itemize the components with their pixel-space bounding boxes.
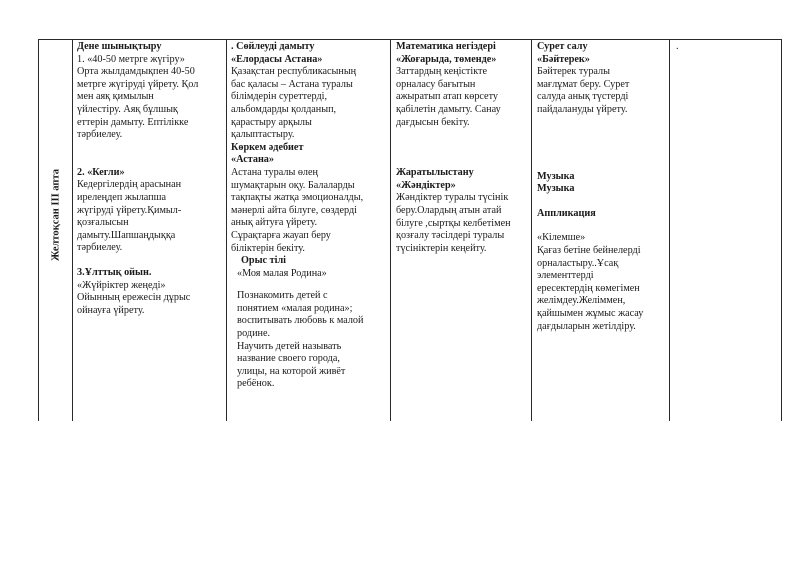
drawing-subtitle: «Бәйтерек» <box>537 53 590 65</box>
pe-line: Кедергілердің арасынан <box>77 179 182 191</box>
table-left-border <box>38 39 39 421</box>
pe-line: қозғалысын <box>77 217 129 229</box>
nature-line: беру.Олардың атын атай <box>396 204 502 216</box>
nature-subtitle: «Жәндіктер» <box>396 179 456 191</box>
math-line: қабілетін дамыту. Санау <box>396 103 501 115</box>
applique-line: ересектердің көмегімен <box>537 282 640 294</box>
pe-line: мен аяқ қимылын <box>77 91 154 103</box>
pe-line: метрге жүгіруді үйрету. Қол <box>77 78 199 90</box>
nature-line: Жәндіктер туралы түсінік <box>396 192 509 204</box>
pe-line: «Жүйріктер жеңеді» <box>77 279 166 291</box>
applique-line: қайшымен жұмыс жасау <box>537 307 644 319</box>
pe-line: Орта жылдамдықпен 40-50 <box>77 66 195 78</box>
table-col-divider-5 <box>669 39 670 421</box>
math-line: ажыратып атап көрсету <box>396 91 498 103</box>
pe-line: 1. «40-50 метрге жүгіру» <box>77 53 185 65</box>
speech-line: білімдерін суреттерді, <box>231 91 328 103</box>
speech-line: альбомдарды қолданып, <box>231 103 337 115</box>
russian-line: название своего города, <box>237 353 340 365</box>
cell-drawing <box>537 41 668 333</box>
literature-line: мәнерлі айта білуге, сөздерді <box>231 204 357 216</box>
applique-title: Аппликация <box>537 207 596 219</box>
math-title: Математика негіздері <box>396 41 496 52</box>
table-col-divider-2 <box>226 39 227 421</box>
applique-subtitle: «Кілемше» <box>537 232 586 244</box>
drawing-line: мағлұмат беру. Сурет <box>537 78 630 90</box>
speech-subtitle: «Елордасы Астана» <box>231 53 323 65</box>
pe-line: дамыту.Шапшаңдыққа <box>77 229 176 241</box>
russian-line: Научить детей называть <box>237 340 342 352</box>
applique-line: элементтерді <box>537 270 594 282</box>
applique-line: дағдыларын жетілдіру. <box>537 320 636 332</box>
pe-line: тәрбиелеу. <box>77 242 123 254</box>
nature-line: түсініктерін кеңейту. <box>396 242 487 254</box>
nature-title: Жаратылыстану <box>396 167 474 179</box>
cell-speech-development <box>231 41 389 391</box>
empty-column-mark: . <box>676 41 679 52</box>
pe-line: тәрбиелеу. <box>77 129 123 141</box>
russian-line: ребёнок. <box>237 378 275 390</box>
drawing-line: салуда анық түстерді <box>537 91 629 103</box>
literature-subtitle: «Астана» <box>231 154 274 166</box>
cell-physical-education <box>77 41 225 317</box>
table-col-divider-3 <box>390 39 391 421</box>
music-title: Музыка <box>537 170 575 182</box>
russian-line: воспитывать любовь к малой <box>237 315 364 327</box>
literature-line: Астана туралы өлең <box>231 166 318 178</box>
math-subtitle: «Жоғарыда, төменде» <box>396 53 497 65</box>
week-label: Желтоқсан III апта <box>50 168 62 262</box>
russian-title: Орыс тілі <box>241 255 286 267</box>
table-top-border <box>38 39 782 40</box>
literature-line: анық айтуға үйрету. <box>231 217 318 229</box>
math-line: дағдысын бекіту. <box>396 116 470 128</box>
drawing-line: пайдалануды үйрету. <box>537 103 628 115</box>
literature-line: біліктерін бекіту. <box>231 242 305 254</box>
russian-line: родине. <box>237 328 271 340</box>
applique-line: Қағаз бетіне бейнелерді <box>537 244 641 256</box>
russian-line: Познакомить детей с <box>237 290 328 302</box>
pe-line: Ойынның ережесін дұрыс <box>77 292 191 304</box>
pe-line: үйлестіру. Аяқ бұлшық <box>77 103 178 115</box>
music-title: Музыка <box>537 183 575 195</box>
pe-line: жүгіруді үйрету.Қимыл- <box>77 204 182 216</box>
pe-line: еттерін дамыту. Ептілікке <box>77 116 189 128</box>
speech-line: бас қаласы – Астана туралы <box>231 78 353 90</box>
table-col-divider-1 <box>72 39 73 421</box>
table-right-border <box>781 39 782 421</box>
drawing-line: Бәйтерек туралы <box>537 66 610 78</box>
cell-math-basics <box>396 41 530 255</box>
literature-line: Сұрақтарға жауап беру <box>231 229 331 241</box>
table-col-divider-4 <box>531 39 532 421</box>
pe-line: ирелеңдеп жылапша <box>77 191 167 203</box>
russian-line: улицы, на которой живёт <box>237 365 346 377</box>
applique-line: желімдеу.Желіммен, <box>537 295 626 307</box>
cell-empty-column <box>676 41 776 54</box>
nature-line: білуге ,сыртқы келбетімен <box>396 217 511 229</box>
literature-title: Көркем әдебиет <box>231 141 304 153</box>
literature-line: тақпақты жатқа эмоционалды, <box>231 192 364 204</box>
drawing-title: Сурет салу <box>537 41 588 52</box>
speech-line: қарастыру арқылы <box>231 116 312 128</box>
literature-line: шумақтарын оқу. Балаларды <box>231 179 355 191</box>
russian-line: понятием «малая родина»; <box>237 302 353 314</box>
pe-line: ойнауға үйрету. <box>77 304 145 316</box>
nature-line: қозғалу тәсілдері туралы <box>396 230 505 242</box>
speech-line: қалыптастыру. <box>231 129 295 141</box>
pe-section2-title: 2. «Кегли» <box>77 166 125 178</box>
speech-line: Қазақстан республикасының <box>231 66 357 78</box>
applique-line: орналастыру..Ұсақ <box>537 257 619 269</box>
math-line: Заттардың кеңістікте <box>396 66 487 78</box>
speech-title: . Сөйлеуді дамыту <box>231 41 315 52</box>
math-line: орналасу бағытын <box>396 78 476 90</box>
russian-subtitle: «Моя малая Родина» <box>237 267 327 279</box>
pe-section3-title: 3.Ұлттық ойын. <box>77 266 152 278</box>
pe-title: Дене шынықтыру <box>77 41 162 52</box>
